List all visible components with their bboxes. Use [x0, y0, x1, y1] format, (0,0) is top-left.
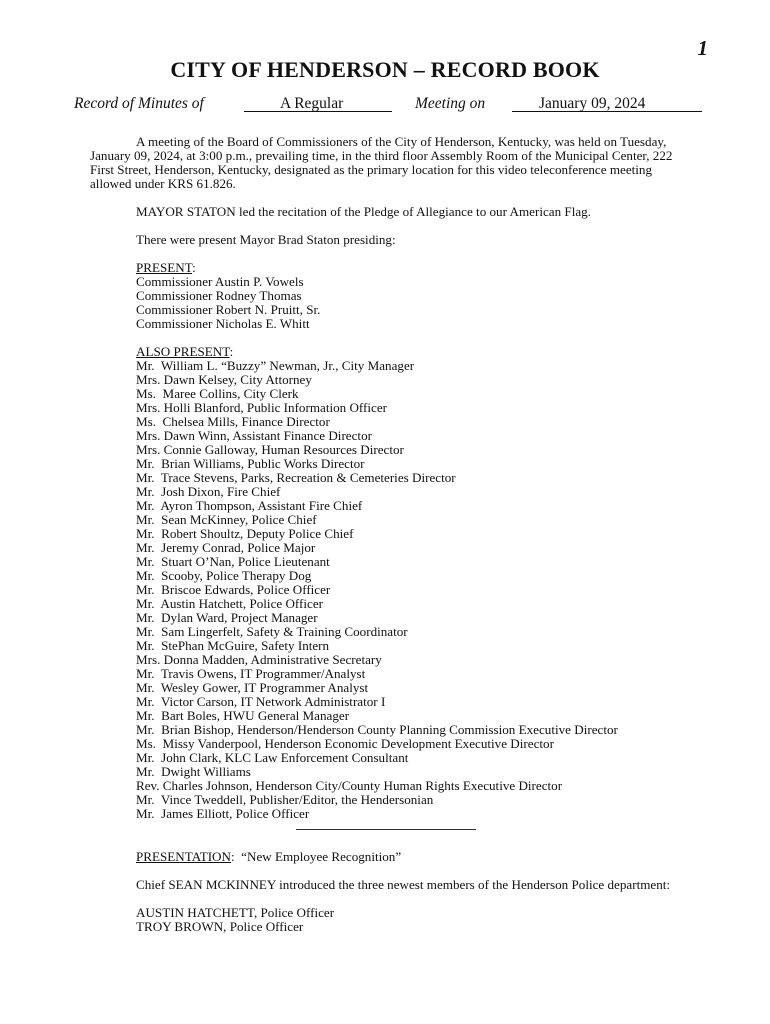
- list-item: Mr. StePhan McGuire, Safety Intern: [136, 638, 330, 653]
- meeting-date: January 09, 2024: [539, 95, 646, 112]
- list-item: Ms. Chelsea Mills, Finance Director: [136, 414, 330, 429]
- list-item: Mr. Josh Dixon, Fire Chief: [136, 484, 281, 499]
- list-item: Rev. Charles Johnson, Henderson City/County Human Rights Executive Director: [136, 778, 563, 793]
- list-item: Mr. Trace Stevens, Parks, Recreation & Cemeteries Director: [136, 470, 456, 485]
- list-item: Mr. Travis Owens, IT Programmer/Analyst: [136, 666, 366, 681]
- list-item: Ms. Maree Collins, City Clerk: [136, 386, 299, 401]
- list-item: Ms. Missy Vanderpool, Henderson Economic Development Executive Director: [136, 736, 554, 751]
- presiding-paragraph: There were present Mayor Brad Staton presiding:: [136, 232, 396, 247]
- intro-paragraph: A meeting of the Board of Commissioners of the City of Henderson, Kentucky, was held on Tuesday, January 09, 2024, at 3:00 p.m., prevailing time, in the third floor Assembly Room of the Municipal Center, 222 First Street, Henderson, Kentucky, designated as the primary location for this video teleconference meeting allowed under KRS 61.826.: [90, 134, 673, 191]
- list-item: Mr. Briscoe Edwards, Police Officer: [136, 582, 331, 597]
- also-present-list: [136, 359, 690, 821]
- list-item: Mr. Dwight Williams: [136, 764, 251, 779]
- page-number: 1: [697, 36, 708, 60]
- list-item: AUSTIN HATCHETT, Police Officer: [136, 905, 335, 920]
- list-item: Mr. Ayron Thompson, Assistant Fire Chief: [136, 498, 363, 513]
- pledge-paragraph: MAYOR STATON led the recitation of the Pledge of Allegiance to our American Flag.: [136, 204, 591, 219]
- presentation-title: “New Employee Recognition”: [241, 849, 402, 864]
- list-item: Mr. Scooby, Police Therapy Dog: [136, 568, 312, 583]
- also-present-section: ALSO PRESENT: Mr. William L. “Buzzy” Newman, Jr., City Manager Mrs. Dawn Kelsey, City Attorney Ms. Maree Collins, City Clerk Mrs. Holli Blanford, Public Information Officer Ms. Chelsea Mills, Finance Director Mrs. Dawn Winn, Assistant Finance Director Mrs. Connie Galloway, Human Resources Director Mr. Brian Williams, Public Works Director Mr. Trace Stevens, Parks, Recreation & Cemeteries Director Mr. Josh Dixon, Fire Chief Mr. Ayron Thompson, Assistant Fire Chief Mr. Sean McKinney, Police Chief Mr. Robert Shoultz, Deputy Police Chief Mr. Jeremy Conrad, Police Major Mr. Stuart O’Nan, Police Lieutenant Mr. Scooby, Police Therapy Dog Mr. Briscoe Edwards, Police Officer Mr. Austin Hatchett, Police Officer Mr. Dylan Ward, Project Manager Mr. Sam Lingerfelt, Safety & Training Coordinator Mr. StePhan McGuire, Safety Intern Mrs. Donna Madden, Administrative Secretary Mr. Travis Owens, IT Programmer/Analyst Mr. Wesley Gower, IT Programmer Analyst Mr. Victor Carson, IT Network Administrator I Mr. Bart Boles, HWU General Manager Mr. Brian Bishop, Henderson/Henderson County Planning Commission Executive Director Ms. Missy Vanderpool, Henderson Economic Development Executive Director Mr. John Clark, KLC Law Enforcement Consultant Mr. Dwight Williams Rev. Charles Johnson, Henderson City/County Human Rights Executive Director Mr. Vince Tweddell, Publisher/Editor, the Hendersonian Mr. James Elliott, Police Officer: [90, 345, 690, 821]
- list-item: Mr. Jeremy Conrad, Police Major: [136, 540, 316, 555]
- list-item: Commissioner Rodney Thomas: [136, 288, 302, 303]
- list-item: Mr. John Clark, KLC Law Enforcement Consultant: [136, 750, 409, 765]
- list-item: Mrs. Connie Galloway, Human Resources Director: [136, 442, 404, 457]
- also-present-header: ALSO PRESENT: [136, 344, 230, 359]
- list-item: Mrs. Holli Blanford, Public Information Officer: [136, 400, 388, 415]
- meeting-type: A Regular: [280, 95, 344, 112]
- list-item: Mr. Dylan Ward, Project Manager: [136, 610, 318, 625]
- list-item: Commissioner Austin P. Vowels: [136, 274, 304, 289]
- document-title: CITY OF HENDERSON – RECORD BOOK: [170, 57, 600, 82]
- list-item: Mr. Stuart O’Nan, Police Lieutenant: [136, 554, 330, 569]
- list-item: Mr. Wesley Gower, IT Programmer Analyst: [136, 680, 369, 695]
- presentation-intro: Chief SEAN MCKINNEY introduced the three newest members of the Henderson Police department:: [136, 877, 671, 892]
- list-item: Mr. Victor Carson, IT Network Administrator I: [136, 694, 386, 709]
- list-item: Mr. Bart Boles, HWU General Manager: [136, 708, 350, 723]
- list-item: Mr. Austin Hatchett, Police Officer: [136, 596, 324, 611]
- present-list: [136, 275, 690, 331]
- list-item: Mr. Sean McKinney, Police Chief: [136, 512, 317, 527]
- list-item: Mrs. Dawn Kelsey, City Attorney: [136, 372, 312, 387]
- officers-section: [90, 906, 690, 934]
- list-item: Mr. Brian Bishop, Henderson/Henderson County Planning Commission Executive Director: [136, 722, 618, 737]
- meeting-on-label: Meeting on: [415, 95, 486, 112]
- minutes-body: [90, 135, 690, 934]
- list-item: Mr. Sam Lingerfelt, Safety & Training Coordinator: [136, 624, 408, 639]
- list-item: Mr. James Elliott, Police Officer: [136, 806, 310, 821]
- presentation-heading: PRESENTATION: “New Employee Recognition”: [136, 849, 402, 864]
- list-item: Commissioner Robert N. Pruitt, Sr.: [136, 302, 321, 317]
- present-section: PRESENT: Commissioner Austin P. Vowels Commissioner Rodney Thomas Commissioner Robert N. Pruitt, Sr. Commissioner Nicholas E. Whitt: [90, 261, 690, 331]
- list-item: Mr. Brian Williams, Public Works Director: [136, 456, 365, 471]
- list-item: Mrs. Donna Madden, Administrative Secretary: [136, 652, 382, 667]
- officers-list: [136, 906, 690, 934]
- list-item: Mr. Robert Shoultz, Deputy Police Chief: [136, 526, 354, 541]
- record-line: [74, 95, 706, 115]
- record-of-minutes-label: Record of Minutes of: [74, 95, 204, 112]
- list-item: Mrs. Dawn Winn, Assistant Finance Director: [136, 428, 372, 443]
- list-item: Mr. William L. “Buzzy” Newman, Jr., City Manager: [136, 358, 415, 373]
- list-item: TROY BROWN, Police Officer: [136, 919, 304, 934]
- list-item: Mr. Vince Tweddell, Publisher/Editor, the Hendersonian: [136, 792, 434, 807]
- presentation-header: PRESENTATION: [136, 849, 231, 864]
- list-item: Commissioner Nicholas E. Whitt: [136, 316, 310, 331]
- present-header: PRESENT: [136, 260, 193, 275]
